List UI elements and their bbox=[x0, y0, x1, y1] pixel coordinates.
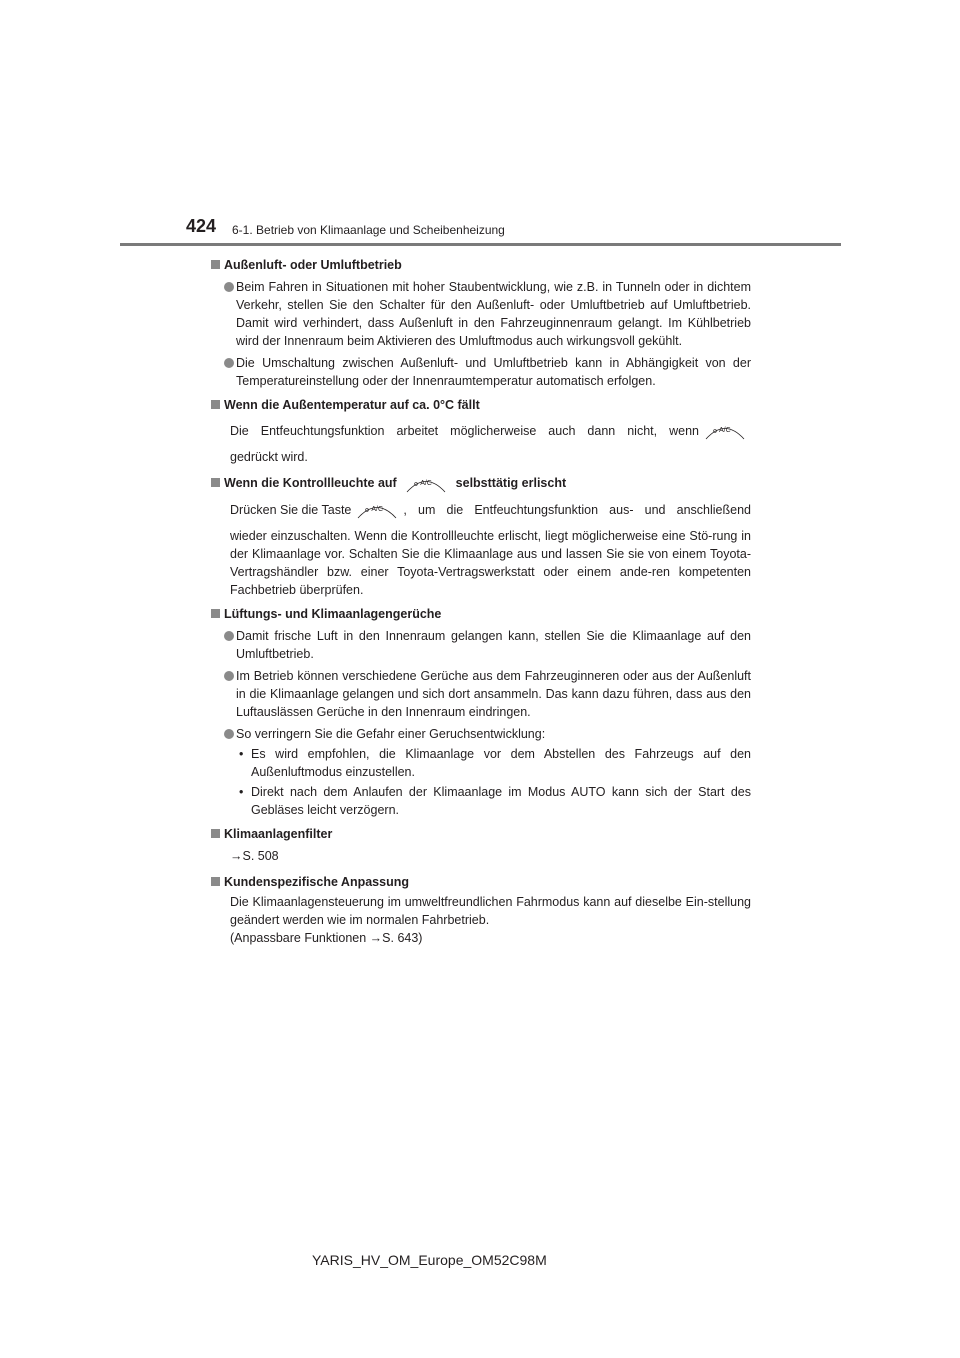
square-bullet-icon bbox=[211, 400, 220, 409]
list-item: Damit frische Luft in den Innenraum gelangen kann, stellen Sie die Klimaanlage auf den Umluftbetrieb. bbox=[211, 627, 751, 663]
circle-bullet-icon bbox=[224, 729, 234, 739]
list-item: So verringern Sie die Gefahr einer Geruchsentwicklung: bbox=[211, 725, 751, 743]
section-heading: Außenluft- oder Umluftbetrieb bbox=[211, 256, 751, 274]
page-content bbox=[211, 256, 751, 947]
list-item: Im Betrieb können verschiedene Gerüche aus dem Fahrzeuginneren oder aus der Außenluft in die Klimaanlage gelangen und sich dort ansammeln. Das kann dazu führen, dass aus den Luftauslässen Gerüche in den Innenraum eindringen. bbox=[211, 667, 751, 721]
document-id: YARIS_HV_OM_Europe_OM52C98M bbox=[312, 1252, 547, 1268]
sub-list-item: • Es wird empfohlen, die Klimaanlage vor dem Abstellen des Fahrzeugs auf den Außenluftmodus einzustellen. bbox=[239, 746, 751, 779]
paragraph: Drücken Sie die Taste A/C , um die Entfeuchtungsfunktion aus- und anschließend bbox=[230, 502, 751, 517]
paragraph: gedrückt wird. bbox=[230, 450, 308, 464]
paragraph: Die Klimaanlagensteuerung im umweltfreundlichen Fahrmodus kann auf dieselbe Ein-stellung geändert werden wie im normalen Fahrbetrieb. bbox=[230, 894, 751, 927]
square-bullet-icon bbox=[211, 829, 220, 838]
circle-bullet-icon bbox=[224, 282, 234, 292]
dot-bullet-icon: • bbox=[239, 784, 244, 799]
page-reference-link[interactable]: →S. 508 bbox=[230, 848, 279, 863]
section-heading: Kundenspezifische Anpassung bbox=[211, 873, 751, 891]
paragraph: (Anpassbare Funktionen →S. 643) bbox=[230, 930, 423, 945]
ac-button-icon: A/C bbox=[406, 475, 446, 493]
section-heading: Lüftungs- und Klimaanlagengerüche bbox=[211, 605, 751, 623]
ac-button-icon: A/C bbox=[357, 501, 397, 519]
list-item: Beim Fahren in Situationen mit hoher Staubentwicklung, wie z.B. in Tunneln oder in dichtem Verkehr, stellen Sie den Schalter für den Außenluft- oder Umluftbetrieb auf Umluftbetrieb. Damit wird verhindert, dass Außenluft in den Fahrzeuginnenraum gelangt. Im Kühlbetrieb wird der Innenraum beim Aktivieren des Umluftmodus auch wirkungsvoll gekühlt. bbox=[211, 278, 751, 350]
header-rule bbox=[120, 243, 841, 246]
paragraph: Die Entfeuchtungsfunktion arbeitet möglicherweise auch dann nicht, wenn A/C bbox=[211, 422, 751, 440]
section-heading: Klimaanlagenfilter bbox=[211, 825, 751, 843]
circle-bullet-icon bbox=[224, 358, 234, 368]
dot-bullet-icon: • bbox=[239, 746, 244, 761]
paragraph: wieder einzuschalten. Wenn die Kontrollleuchte erlischt, liegt möglicherweise eine Stö-rung in der Klimaanlage vor. Schalten Sie die Klimaanlage aus und lassen Sie sie von einem Toyota-Vertragshändler bzw. einer Toyota-Vertragswerkstatt oder einem ande-ren kompetenten Fachbetrieb überprüfen. bbox=[230, 528, 751, 597]
sub-list-item: • Direkt nach dem Anlaufen der Klimaanlage im Modus AUTO kann sich der Start des Gebläses leicht verzögern. bbox=[239, 784, 751, 817]
square-bullet-icon bbox=[211, 260, 220, 269]
circle-bullet-icon bbox=[224, 671, 234, 681]
list-item: Die Umschaltung zwischen Außenluft- und Umluftbetrieb kann in Abhängigkeit von der Temperatureinstellung oder der Innenraumtemperatur automatisch erfolgen. bbox=[211, 354, 751, 390]
section-heading: Wenn die Außentemperatur auf ca. 0°C fällt bbox=[211, 396, 751, 414]
page-number: 424 bbox=[186, 216, 217, 236]
square-bullet-icon bbox=[211, 478, 220, 487]
section-heading: Wenn die Kontrollleuchte auf A/C selbsttätig erlischt bbox=[211, 474, 751, 493]
square-bullet-icon bbox=[211, 877, 220, 886]
circle-bullet-icon bbox=[224, 631, 234, 641]
ac-button-icon: A/C bbox=[705, 422, 745, 440]
square-bullet-icon bbox=[211, 609, 220, 618]
chapter-title: 6-1. Betrieb von Klimaanlage und Scheibenheizung bbox=[232, 223, 505, 237]
